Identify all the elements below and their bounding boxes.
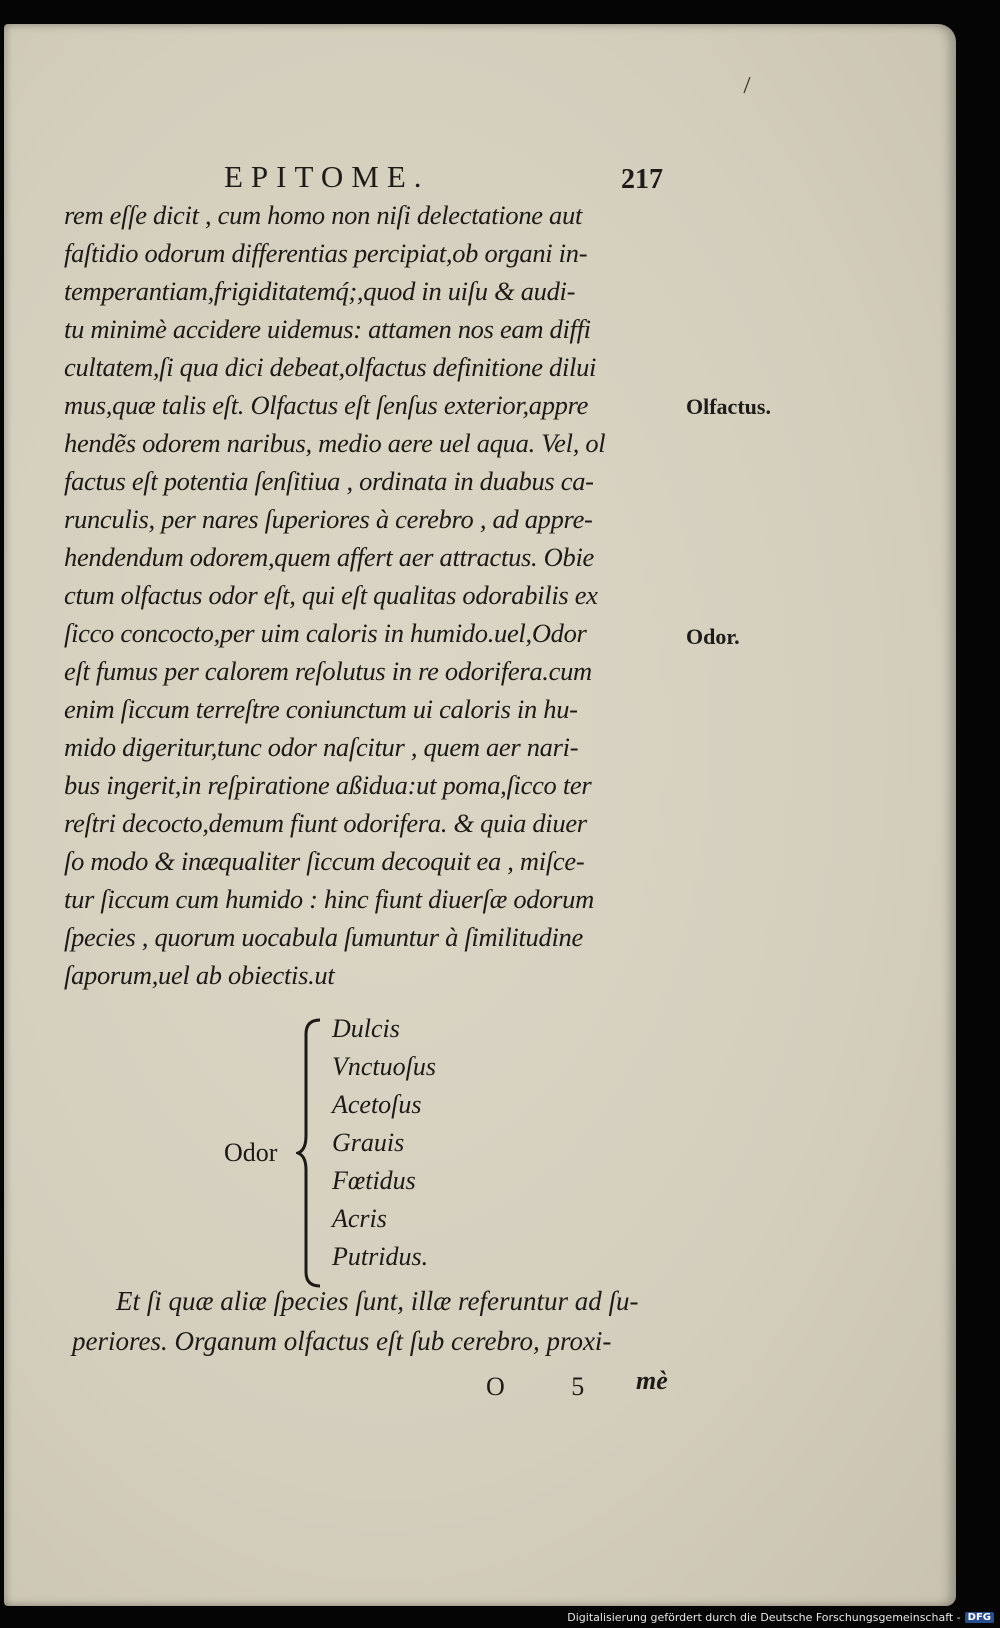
margin-note-odor: Odor.: [686, 624, 740, 649]
text-line: hendendum odorem,quem affert aer attractus. Obie: [64, 542, 594, 572]
text-line: bus ingerit,in reſpiratione aßidua:ut poma,ſicco ter: [64, 770, 592, 800]
text-line: rem eſſe dicit , cum homo non niſi delectatione aut: [64, 200, 583, 230]
text-line: hendẽs odorem naribus, medio aere uel aqua. Vel, ol: [64, 428, 606, 458]
curly-brace: [296, 1018, 326, 1288]
species-item: Acris: [332, 1204, 387, 1233]
species-item: Fœtidus: [332, 1166, 416, 1195]
text-line: tur ſiccum cum humido : hinc fiunt diuerſæ odorum: [64, 884, 594, 914]
text-line: periores. Organum olfactus eſt ſub cerebro, proxi-: [72, 1326, 612, 1356]
species-item: Vnctuoſus: [332, 1052, 436, 1081]
species-item: Acetoſus: [332, 1090, 422, 1119]
margin-note-olfactus: Olfactus.: [686, 394, 771, 419]
diagram-label: Odor: [224, 1138, 278, 1167]
text-line: Et ſi quæ aliæ ſpecies ſunt, illæ referuntur ad ſu-: [116, 1286, 639, 1316]
signature-mark: O 5: [486, 1372, 615, 1401]
text-line: ſaporum,uel ab obiectis.ut: [64, 960, 335, 990]
species-item: Grauis: [332, 1128, 405, 1157]
species-item: Dulcis: [332, 1014, 400, 1043]
credit-text: Digitalisierung gefördert durch die Deutsche Forschungsgemeinschaft -: [567, 1611, 961, 1624]
text-line: faſtidio odorum differentias percipiat,ob organi in-: [64, 238, 588, 268]
catchword: mè: [636, 1366, 668, 1395]
running-head: EPITOME.: [224, 159, 430, 194]
text-line: enim ſiccum terreſtre coniunctum ui caloris in hu-: [64, 694, 578, 724]
text-line: ſo modo & inæqualiter ſiccum decoquit ea , miſce-: [64, 846, 585, 876]
text-line: ſicco concocto,per uim caloris in humido.uel,Odor: [64, 618, 587, 648]
species-item: Putridus.: [332, 1242, 429, 1271]
text-line: mido digeritur,tunc odor naſcitur , quem aer nari-: [64, 732, 579, 762]
text-line: reſtri decocto,demum fiunt odorifera. & quia diuer: [64, 808, 587, 838]
digitization-credit: [567, 1611, 994, 1624]
pen-mark: [742, 76, 752, 94]
dfg-logo: DFG: [965, 1612, 994, 1623]
page-number: 217: [621, 164, 663, 195]
text-line: factus eſt potentia ſenſitiua , ordinata in duabus ca-: [64, 466, 594, 496]
text-line: cultatem,ſi qua dici debeat,olfactus definitione dilui: [64, 352, 597, 382]
book-page: [4, 24, 956, 1606]
text-line: temperantiam,frigiditatemq́;,quod in uiſu & audi-: [64, 276, 576, 306]
text-line: ctum olfactus odor eſt, qui eſt qualitas odorabilis ex: [64, 580, 598, 610]
text-line: ſpecies , quorum uocabula ſumuntur à ſimilitudine: [64, 922, 583, 952]
text-line: eſt fumus per calorem reſolutus in re odorifera.cum: [64, 656, 592, 686]
text-line: runculis, per nares ſuperiores à cerebro , ad appre-: [64, 504, 593, 534]
text-line: mus,quæ talis eſt. Olfactus eſt ſenſus exterior,appre: [64, 390, 589, 420]
text-line: tu minimè accidere uidemus: attamen nos eam diffi: [64, 314, 591, 344]
